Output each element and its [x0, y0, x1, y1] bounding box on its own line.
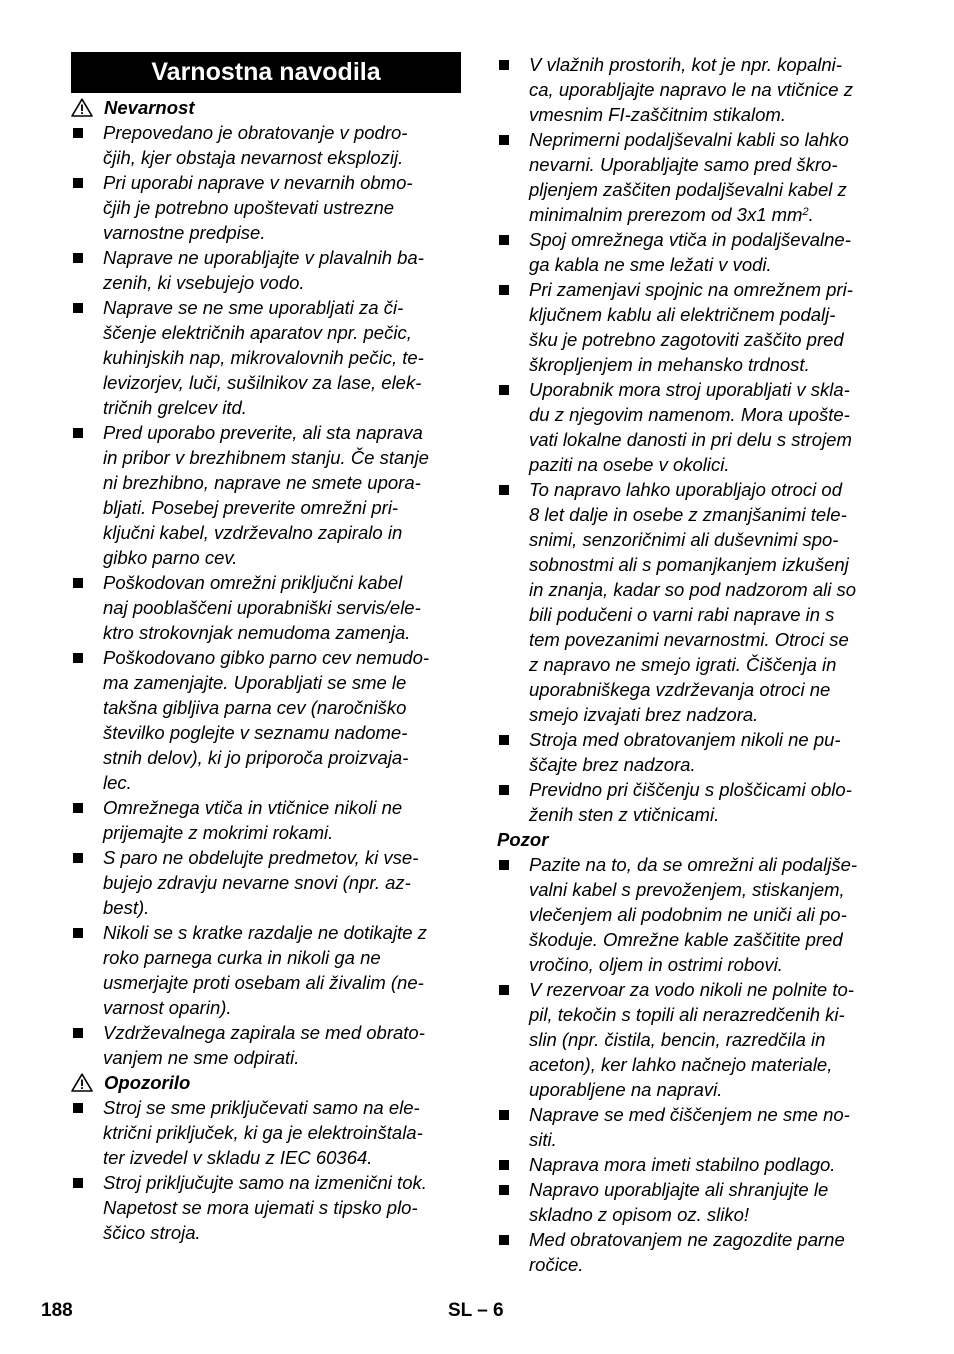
text-line	[103, 320, 461, 345]
list-item	[71, 295, 461, 420]
text-line	[529, 202, 892, 227]
text-line	[529, 1052, 892, 1077]
text-line-content: čjih je potrebno upoštevati ustrezne	[103, 197, 395, 218]
list-item	[71, 570, 461, 645]
text-line-content: ter izvedel v skladu z IEC 60364.	[103, 1147, 373, 1168]
text-line-content: z napravo ne smejo igrati. Čiščenja in	[529, 654, 837, 675]
text-line-content: Spoj omrežnega vtiča in podaljševalne-	[529, 229, 851, 250]
text-line-content: smejo izvajati brez nadzora.	[529, 704, 759, 725]
text-line-content: naj pooblaščeni uporabniški servis/ele-	[103, 597, 421, 618]
text-line	[103, 445, 461, 470]
list-item	[497, 1102, 892, 1152]
square-bullet-icon	[499, 135, 509, 145]
square-bullet-icon	[73, 578, 83, 588]
list-item	[497, 277, 892, 377]
square-bullet-icon	[73, 803, 83, 813]
square-bullet-icon	[499, 285, 509, 295]
text-line-content: uporabljene na napravi.	[529, 1079, 723, 1100]
text-line-content: ma zamenjajte. Uporabljati se sme le	[103, 672, 407, 693]
page-label: SL – 6	[448, 1300, 504, 1321]
page-number: 188	[41, 1300, 73, 1321]
section-heading	[71, 1070, 461, 1095]
section-title: Varnostna navodila	[71, 52, 461, 93]
superscript: 2	[802, 206, 809, 218]
square-bullet-icon	[499, 985, 509, 995]
text-line	[103, 420, 461, 445]
text-line	[103, 995, 461, 1020]
text-line	[103, 620, 461, 645]
text-line-content: Uporabnik mora stroj uporabljati v skla-	[529, 379, 850, 400]
text-line	[529, 277, 892, 302]
square-bullet-icon	[499, 735, 509, 745]
text-line-content: ni brezhibno, naprave ne smete upora-	[103, 472, 421, 493]
square-bullet-icon	[499, 1185, 509, 1195]
text-line	[103, 195, 461, 220]
text-line-content: ščenje električnih aparatov npr. pečic,	[103, 322, 412, 343]
text-line-content: pljenjem zaščiten podaljševalni kabel z	[529, 179, 847, 200]
text-line-content: snimi, senzoričnimi ali duševnimi spo-	[529, 529, 839, 550]
list-item	[497, 977, 892, 1102]
text-line-content: ktrični priključek, ki ga je elektroinštala-	[103, 1122, 423, 1143]
text-line-content: zenih, ki vsebujejo vodo.	[103, 272, 305, 293]
text-line	[529, 402, 892, 427]
text-line	[103, 470, 461, 495]
text-line-content: vati lokalne danosti in pri delu s strojem	[529, 429, 852, 450]
list-item	[71, 245, 461, 295]
list-item	[497, 477, 892, 727]
text-line	[103, 720, 461, 745]
text-line-content: varnost oparin).	[103, 997, 232, 1018]
square-bullet-icon	[73, 303, 83, 313]
list-item	[71, 1095, 461, 1170]
text-line	[103, 495, 461, 520]
text-line	[103, 845, 461, 870]
list-item	[497, 227, 892, 277]
text-line-content: best).	[103, 897, 150, 918]
text-line-content: Nikoli se s kratke razdalje ne dotikajte z	[103, 922, 427, 943]
text-line-content: levizorjev, luči, sušilnikov za lase, elek-	[103, 372, 422, 393]
text-line	[103, 295, 461, 320]
text-line	[103, 545, 461, 570]
text-line	[529, 227, 892, 252]
text-line	[103, 145, 461, 170]
text-line-content: Napetost se mora ujemati s tipsko plo-	[103, 1197, 418, 1218]
text-line	[529, 477, 892, 502]
text-line	[529, 377, 892, 402]
text-line	[529, 502, 892, 527]
text-line	[529, 702, 892, 727]
square-bullet-icon	[73, 428, 83, 438]
right-column	[497, 52, 892, 1277]
text-line	[103, 170, 461, 195]
text-line-content: 8 let dalje in osebe z zmanjšanimi tele-	[529, 504, 847, 525]
text-line	[529, 527, 892, 552]
line-tail: .	[808, 204, 814, 225]
text-line-content: takšna gibljiva parna cev (naročniško	[103, 697, 407, 718]
text-line	[529, 552, 892, 577]
text-line-content: škoduje. Omrežne kable zaščitite pred	[529, 929, 843, 950]
square-bullet-icon	[73, 1028, 83, 1038]
text-line-content: lec.	[103, 772, 132, 793]
text-line	[103, 370, 461, 395]
text-line	[103, 520, 461, 545]
text-line-content: šku je potrebno zagotoviti zaščito pred	[529, 329, 844, 350]
left-content	[71, 95, 461, 1245]
text-line-content: ščajte brez nadzora.	[529, 754, 696, 775]
square-bullet-icon	[73, 1103, 83, 1113]
text-line-content: paziti na osebe v okolici.	[529, 454, 730, 475]
square-bullet-icon	[499, 860, 509, 870]
text-line-content: Poškodovano gibko parno cev nemudo-	[103, 647, 430, 668]
text-line	[103, 670, 461, 695]
text-line	[103, 1170, 461, 1195]
text-line-content: številko poglejte v seznamu nadome-	[103, 722, 408, 743]
text-line	[529, 327, 892, 352]
list-item	[71, 795, 461, 845]
text-line-content: skladno z opisom oz. sliko!	[529, 1204, 750, 1225]
text-line	[529, 627, 892, 652]
text-line-content: V vlažnih prostorih, kot je npr. kopalni-	[529, 54, 842, 75]
section-heading-text: Opozorilo	[104, 1072, 191, 1093]
text-line-content: Previdno pri čiščenju s ploščicami oblo-	[529, 779, 852, 800]
text-line	[103, 270, 461, 295]
text-line-content: vanjem ne sme odpirati.	[103, 1047, 300, 1068]
square-bullet-icon	[499, 1110, 509, 1120]
square-bullet-icon	[499, 485, 509, 495]
text-line-content: Naprave se ne sme uporabljati za či-	[103, 297, 404, 318]
text-line	[103, 820, 461, 845]
text-line-content: Neprimerni podaljševalni kabli so lahko	[529, 129, 849, 150]
text-line-content: valni kabel s prevoženjem, stiskanjem,	[529, 879, 845, 900]
text-line	[103, 1195, 461, 1220]
list-item	[71, 120, 461, 170]
square-bullet-icon	[73, 653, 83, 663]
text-line	[529, 1102, 892, 1127]
text-line-content: ga kabla ne sme ležati v vodi.	[529, 254, 772, 275]
text-line	[103, 345, 461, 370]
text-line-content: Naprave ne uporabljajte v plavalnih ba-	[103, 247, 424, 268]
list-item	[71, 645, 461, 795]
text-line-content: vmesnim FI-zaščitnim stikalom.	[529, 104, 786, 125]
text-line	[529, 352, 892, 377]
square-bullet-icon	[499, 235, 509, 245]
text-line-content: Poškodovan omrežni priključni kabel	[103, 572, 403, 593]
text-line-content: V rezervoar za vodo nikoli ne polnite to-	[529, 979, 854, 1000]
text-line	[529, 927, 892, 952]
text-line-content: ročice.	[529, 1254, 584, 1275]
right-content	[497, 52, 892, 1277]
text-line	[529, 102, 892, 127]
text-line-content: pil, tekočin s topili ali nerazredčenih ki-	[529, 1004, 845, 1025]
text-line-content: Prepovedano je obratovanje v podro-	[103, 122, 408, 143]
text-line-content: in pribor v brezhibnem stanju. Če stanje	[103, 447, 429, 468]
text-line-content: Naprave se med čiščenjem ne sme no-	[529, 1104, 850, 1125]
text-line-content: ključnem kablu ali električnem podalj-	[529, 304, 836, 325]
text-line	[529, 752, 892, 777]
text-line-content: vlečenjem ali podobnim ne uniči ali po-	[529, 904, 847, 925]
text-line-content: uporabniškega vzdrževanja otroci ne	[529, 679, 831, 700]
text-line-content: in znanja, kadar so pod nadzorom ali so	[529, 579, 857, 600]
list-item	[497, 852, 892, 977]
square-bullet-icon	[499, 785, 509, 795]
text-line	[529, 252, 892, 277]
text-line	[529, 852, 892, 877]
text-line-content: ščico stroja.	[103, 1222, 201, 1243]
text-line-content: varnostne predpise.	[103, 222, 266, 243]
text-line	[103, 1095, 461, 1120]
list-item	[497, 1227, 892, 1277]
square-bullet-icon	[499, 385, 509, 395]
text-line-content: bujejo zdravju nevarne snovi (npr. az-	[103, 872, 411, 893]
text-line	[529, 152, 892, 177]
text-line	[529, 777, 892, 802]
list-item	[71, 1170, 461, 1245]
text-line-content: Omrežnega vtiča in vtičnice nikoli ne	[103, 797, 403, 818]
text-line	[103, 945, 461, 970]
text-line	[103, 120, 461, 145]
warning-triangle-icon	[71, 1073, 93, 1092]
text-line	[103, 595, 461, 620]
text-line	[529, 802, 892, 827]
text-line-content: sobnostmi ali s pomanjkanjem izkušenj	[529, 554, 849, 575]
square-bullet-icon	[73, 853, 83, 863]
left-column	[71, 52, 461, 1245]
text-line-content: roko parnega curka in nikoli ga ne	[103, 947, 381, 968]
list-item	[497, 377, 892, 477]
text-line	[529, 602, 892, 627]
text-line-content: To napravo lahko uporabljajo otroci od	[529, 479, 843, 500]
text-line-content: škropljenjem in mehansko trdnost.	[529, 354, 810, 375]
text-line-content: Stroja med obratovanjem nikoli ne pu-	[529, 729, 841, 750]
list-item	[71, 1020, 461, 1070]
section-heading	[497, 827, 892, 852]
section-heading	[71, 95, 461, 120]
text-line-content: slin (npr. čistila, bencin, razredčila in	[529, 1029, 826, 1050]
text-line-content: ključni kabel, vzdrževalno zapiralo in	[103, 522, 403, 543]
text-line	[529, 302, 892, 327]
text-line-content: du z njegovim namenom. Mora upošte-	[529, 404, 850, 425]
text-line	[103, 920, 461, 945]
list-item	[71, 420, 461, 570]
square-bullet-icon	[499, 1235, 509, 1245]
square-bullet-icon	[499, 1160, 509, 1170]
text-line	[103, 1220, 461, 1245]
square-bullet-icon	[73, 1178, 83, 1188]
text-line-content: kuhinjskih nap, mikrovalovnih pečic, te-	[103, 347, 424, 368]
text-line-content: bili podučeni o varni rabi naprave in s	[529, 604, 835, 625]
text-line	[529, 877, 892, 902]
text-line	[529, 77, 892, 102]
text-line	[529, 1002, 892, 1027]
text-line-content: Pred uporabo preverite, ali sta naprava	[103, 422, 423, 443]
text-line-content: ca, uporabljajte napravo le na vtičnice z	[529, 79, 853, 100]
text-line	[103, 1020, 461, 1045]
text-line	[103, 970, 461, 995]
text-line	[103, 795, 461, 820]
text-line	[529, 177, 892, 202]
text-line	[103, 1045, 461, 1070]
text-line-content: vročino, oljem in ostrimi robovi.	[529, 954, 783, 975]
list-item	[71, 845, 461, 920]
text-line	[529, 1127, 892, 1152]
text-line	[529, 577, 892, 602]
text-line-content: siti.	[529, 1129, 557, 1150]
text-line-content: Naprava mora imeti stabilno podlago.	[529, 1154, 836, 1175]
text-line-content: stnih delov), ki jo priporoča proizvaja-	[103, 747, 409, 768]
text-line	[103, 245, 461, 270]
list-item	[497, 52, 892, 127]
text-line-content: čjih, kjer obstaja nevarnost eksplozij.	[103, 147, 404, 168]
text-line-content: gibko parno cev.	[103, 547, 238, 568]
square-bullet-icon	[73, 253, 83, 263]
text-line	[529, 127, 892, 152]
text-line-content: tričnih grelcev itd.	[103, 397, 247, 418]
text-line-content: Vzdrževalnega zapirala se med obrato-	[103, 1022, 425, 1043]
text-line	[103, 395, 461, 420]
list-item	[71, 170, 461, 245]
square-bullet-icon	[73, 128, 83, 138]
square-bullet-icon	[73, 928, 83, 938]
text-line	[103, 220, 461, 245]
text-line-content: prijemajte z mokrimi rokami.	[103, 822, 334, 843]
text-line	[529, 52, 892, 77]
list-item	[497, 1152, 892, 1177]
text-line-content: tem povezanimi nevarnostmi. Otroci se	[529, 629, 849, 650]
text-line-content: Pri uporabi naprave v nevarnih obmo-	[103, 172, 413, 193]
text-line-content: nevarni. Uporabljajte samo pred škro-	[529, 154, 838, 175]
text-line	[529, 1227, 892, 1252]
square-bullet-icon	[499, 60, 509, 70]
list-item	[497, 127, 892, 227]
text-line	[103, 645, 461, 670]
text-line	[529, 1202, 892, 1227]
text-line-content: bljati. Posebej preverite omrežni pri-	[103, 497, 399, 518]
text-line	[529, 427, 892, 452]
text-line	[529, 1252, 892, 1277]
text-line-content: aceton), ker lahko načnejo materiale,	[529, 1054, 833, 1075]
text-line	[529, 1077, 892, 1102]
text-line-content: Pri zamenjavi spojnic na omrežnem pri-	[529, 279, 853, 300]
text-line	[103, 1145, 461, 1170]
text-line-content: S paro ne obdelujte predmetov, ki vse-	[103, 847, 419, 868]
text-line-content: Pazite na to, da se omrežni ali podaljše-	[529, 854, 858, 875]
text-line	[103, 895, 461, 920]
text-line	[103, 570, 461, 595]
list-item	[71, 920, 461, 1020]
text-line	[529, 952, 892, 977]
text-line-content: Stroj se sme priključevati samo na ele-	[103, 1097, 420, 1118]
text-line	[103, 870, 461, 895]
text-line	[529, 652, 892, 677]
text-line-content: ktro strokovnjak nemudoma zamenja.	[103, 622, 411, 643]
text-line	[529, 1027, 892, 1052]
text-line	[529, 1152, 892, 1177]
square-bullet-icon	[73, 178, 83, 188]
text-line	[103, 1120, 461, 1145]
text-line	[529, 677, 892, 702]
text-line-content: usmerjajte proti osebam ali živalim (ne-	[103, 972, 424, 993]
text-line-content: Med obratovanjem ne zagozdite parne	[529, 1229, 845, 1250]
text-line	[529, 727, 892, 752]
text-line	[103, 770, 461, 795]
text-line-content: Napravo uporabljajte ali shranjujte le	[529, 1179, 829, 1200]
section-heading-text: Nevarnost	[104, 97, 195, 118]
text-line	[103, 745, 461, 770]
list-item	[497, 1177, 892, 1227]
text-line-content: Stroj priključujte samo na izmenični tok.	[103, 1172, 427, 1193]
warning-triangle-icon	[71, 98, 93, 117]
text-line	[529, 452, 892, 477]
list-item	[497, 727, 892, 777]
text-line	[529, 977, 892, 1002]
text-line	[103, 695, 461, 720]
text-line-content: minimalnim prerezom od 3x1 mm	[529, 204, 803, 225]
text-line	[529, 902, 892, 927]
text-line	[529, 1177, 892, 1202]
list-item	[497, 777, 892, 827]
text-line-content: ženih sten z vtičnicami.	[529, 804, 720, 825]
section-heading-text: Pozor	[497, 829, 549, 850]
